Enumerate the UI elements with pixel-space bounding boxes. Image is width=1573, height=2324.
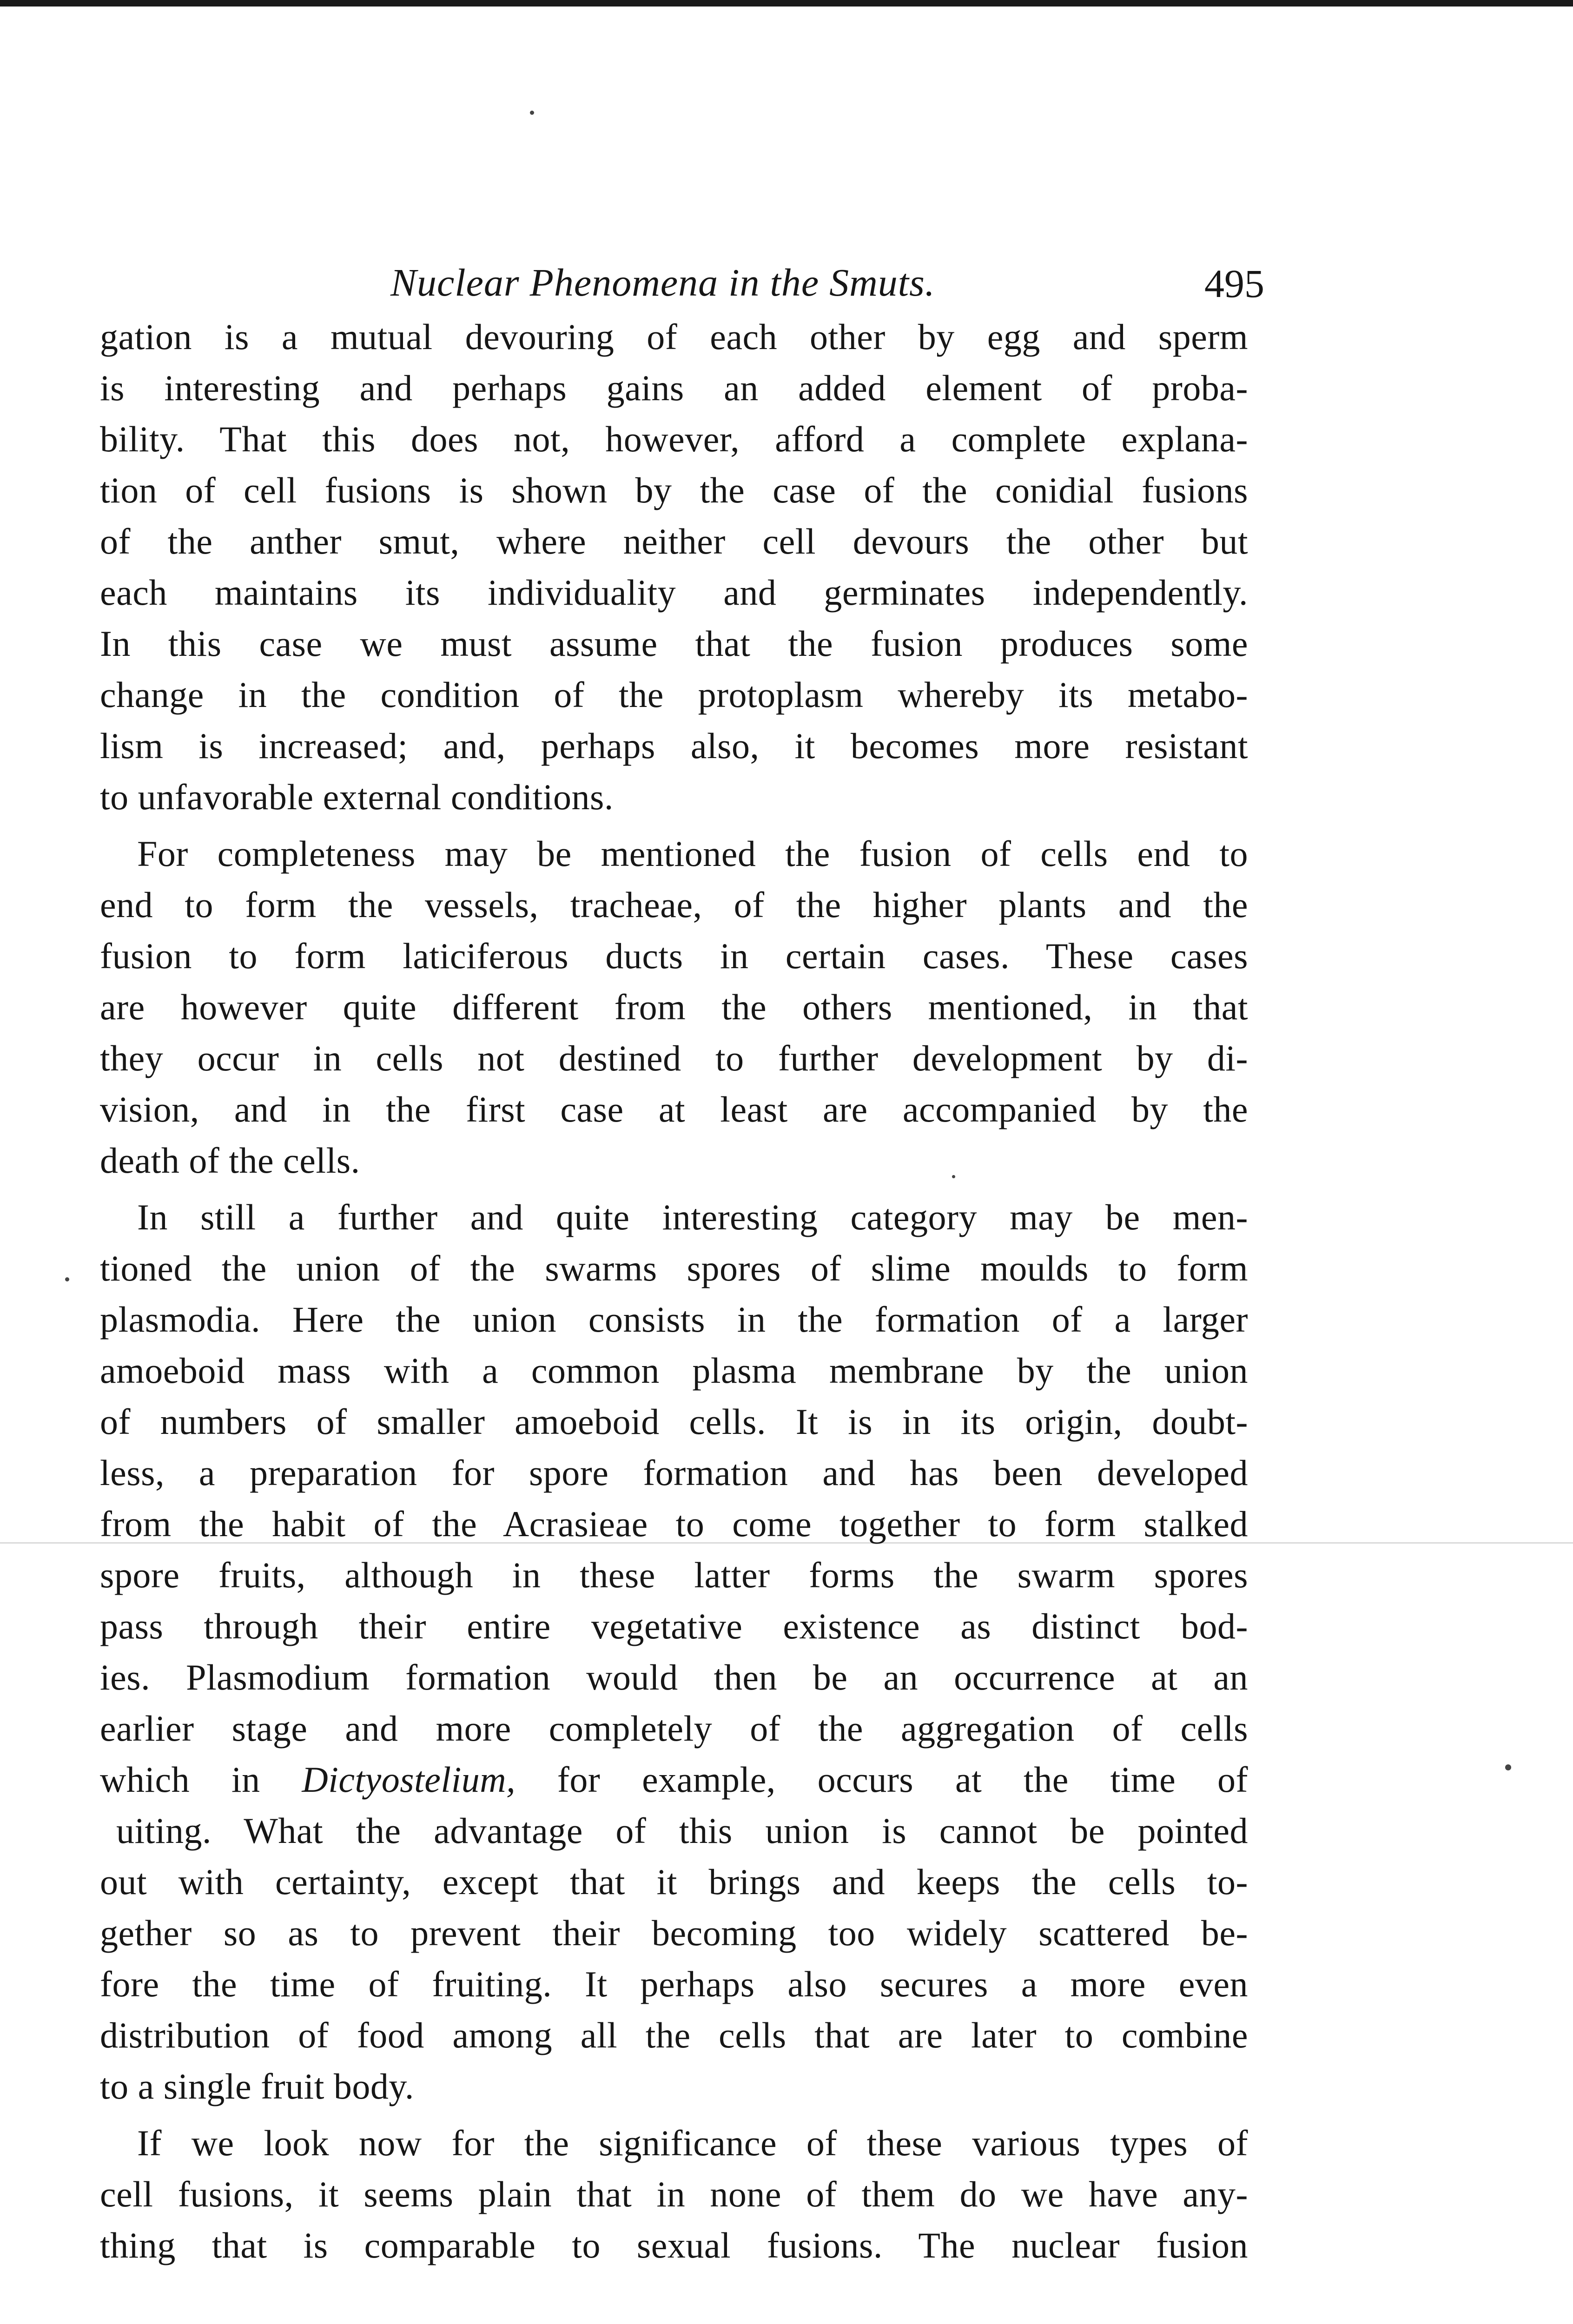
text-line: plasmodia. Here the union consists in the formation of a larger [100, 1299, 1248, 1340]
text-line-with-italic [100, 1754, 1248, 1805]
text-line: If we look now for the significance of these various types of [137, 2123, 1248, 2163]
text-run: which in [100, 1759, 302, 1800]
text-line: amoeboid mass with a common plasma membrane by the union [100, 1350, 1248, 1391]
scan-speck [1505, 1764, 1511, 1770]
text-line: spore fruits, although in these latter forms the swarm spores [100, 1555, 1248, 1595]
text-line: fusion to form laticiferous ducts in certain cases. These cases [100, 936, 1248, 976]
text-line: of the anther smut, where neither cell devours the other but [100, 521, 1248, 561]
text-line: pass through their entire vegetative existence as distinct bod- [100, 1606, 1248, 1646]
text-line: gether so as to prevent their becoming too widely scattered be- [100, 1913, 1248, 1953]
scan-speck [65, 1277, 69, 1281]
body-text [100, 311, 1248, 2271]
text-line: tion of cell fusions is shown by the case of the conidial fusions [100, 470, 1248, 510]
scan-top-border [0, 0, 1573, 7]
text-line: end to form the vessels, tracheae, of the higher plants and the [100, 885, 1248, 925]
text-line: gation is a mutual devouring of each other by egg and sperm [100, 317, 1248, 357]
text-line: vision, and in the first case at least are accompanied by the [100, 1089, 1248, 1129]
running-head [116, 251, 1264, 311]
text-line: from the habit of the Acrasieae to come together to form stalked [100, 1504, 1248, 1544]
text-line: cell fusions, it seems plain that in none of them do we have any- [100, 2174, 1248, 2214]
text-line: bility. That this does not, however, afford a complete explana- [100, 419, 1248, 459]
text-line: uiting. What the advantage of this union is cannot be pointed [116, 1810, 1248, 1851]
text-line: change in the condition of the protoplasm whereby its metabo- [100, 674, 1248, 715]
text-line: For completeness may be mentioned the fusion of cells end to [137, 833, 1248, 874]
text-line: of numbers of smaller amoeboid cells. It is in its origin, doubt- [100, 1401, 1248, 1442]
italic-genus-name: Dictyostelium, [302, 1759, 516, 1800]
text-line: is interesting and perhaps gains an added element of proba- [100, 368, 1248, 408]
text-line: to unfavorable external conditions. [100, 777, 614, 817]
paragraph-1 [100, 311, 1248, 823]
text-line: to a single fruit body. [100, 2066, 414, 2106]
text-line: earlier stage and more completely of the aggregation of cells [100, 1708, 1248, 1749]
text-line: out with certainty, except that it brings and keeps the cells to- [100, 1862, 1248, 1902]
text-line: lism is increased; and, perhaps also, it becomes more resistant [100, 726, 1248, 766]
paragraph-4 [100, 2118, 1248, 2271]
text-line: ies. Plasmodium formation would then be an occurrence at an [100, 1657, 1248, 1697]
text-line: In still a further and quite interesting category may be men- [137, 1197, 1248, 1237]
text-line: distribution of food among all the cells that are later to combine [100, 2015, 1248, 2055]
text-line: they occur in cells not destined to further development by di- [100, 1038, 1248, 1078]
text-run: for example, occurs at the time of [516, 1759, 1248, 1800]
text-line: are however quite different from the others mentioned, in that [100, 987, 1248, 1027]
text-line: In this case we must assume that the fusion produces some [100, 623, 1248, 664]
page-number: 495 [1204, 261, 1264, 306]
book-page [100, 251, 1264, 2277]
running-title: Nuclear Phenomena in the Smuts. [390, 261, 935, 304]
text-line: fore the time of fruiting. It perhaps also secures a more even [100, 1964, 1248, 2004]
text-line: tioned the union of the swarms spores of slime moulds to form [100, 1248, 1248, 1288]
text-line: thing that is comparable to sexual fusions. The nuclear fusion [100, 2225, 1248, 2265]
text-line: death of the cells. [100, 1140, 360, 1181]
scan-speck [530, 111, 534, 115]
paragraph-2 [100, 828, 1248, 1186]
text-line: each maintains its individuality and germinates independently. [100, 572, 1248, 613]
text-line: less, a preparation for spore formation and has been developed [100, 1452, 1248, 1493]
paragraph-3 [100, 1192, 1248, 2112]
